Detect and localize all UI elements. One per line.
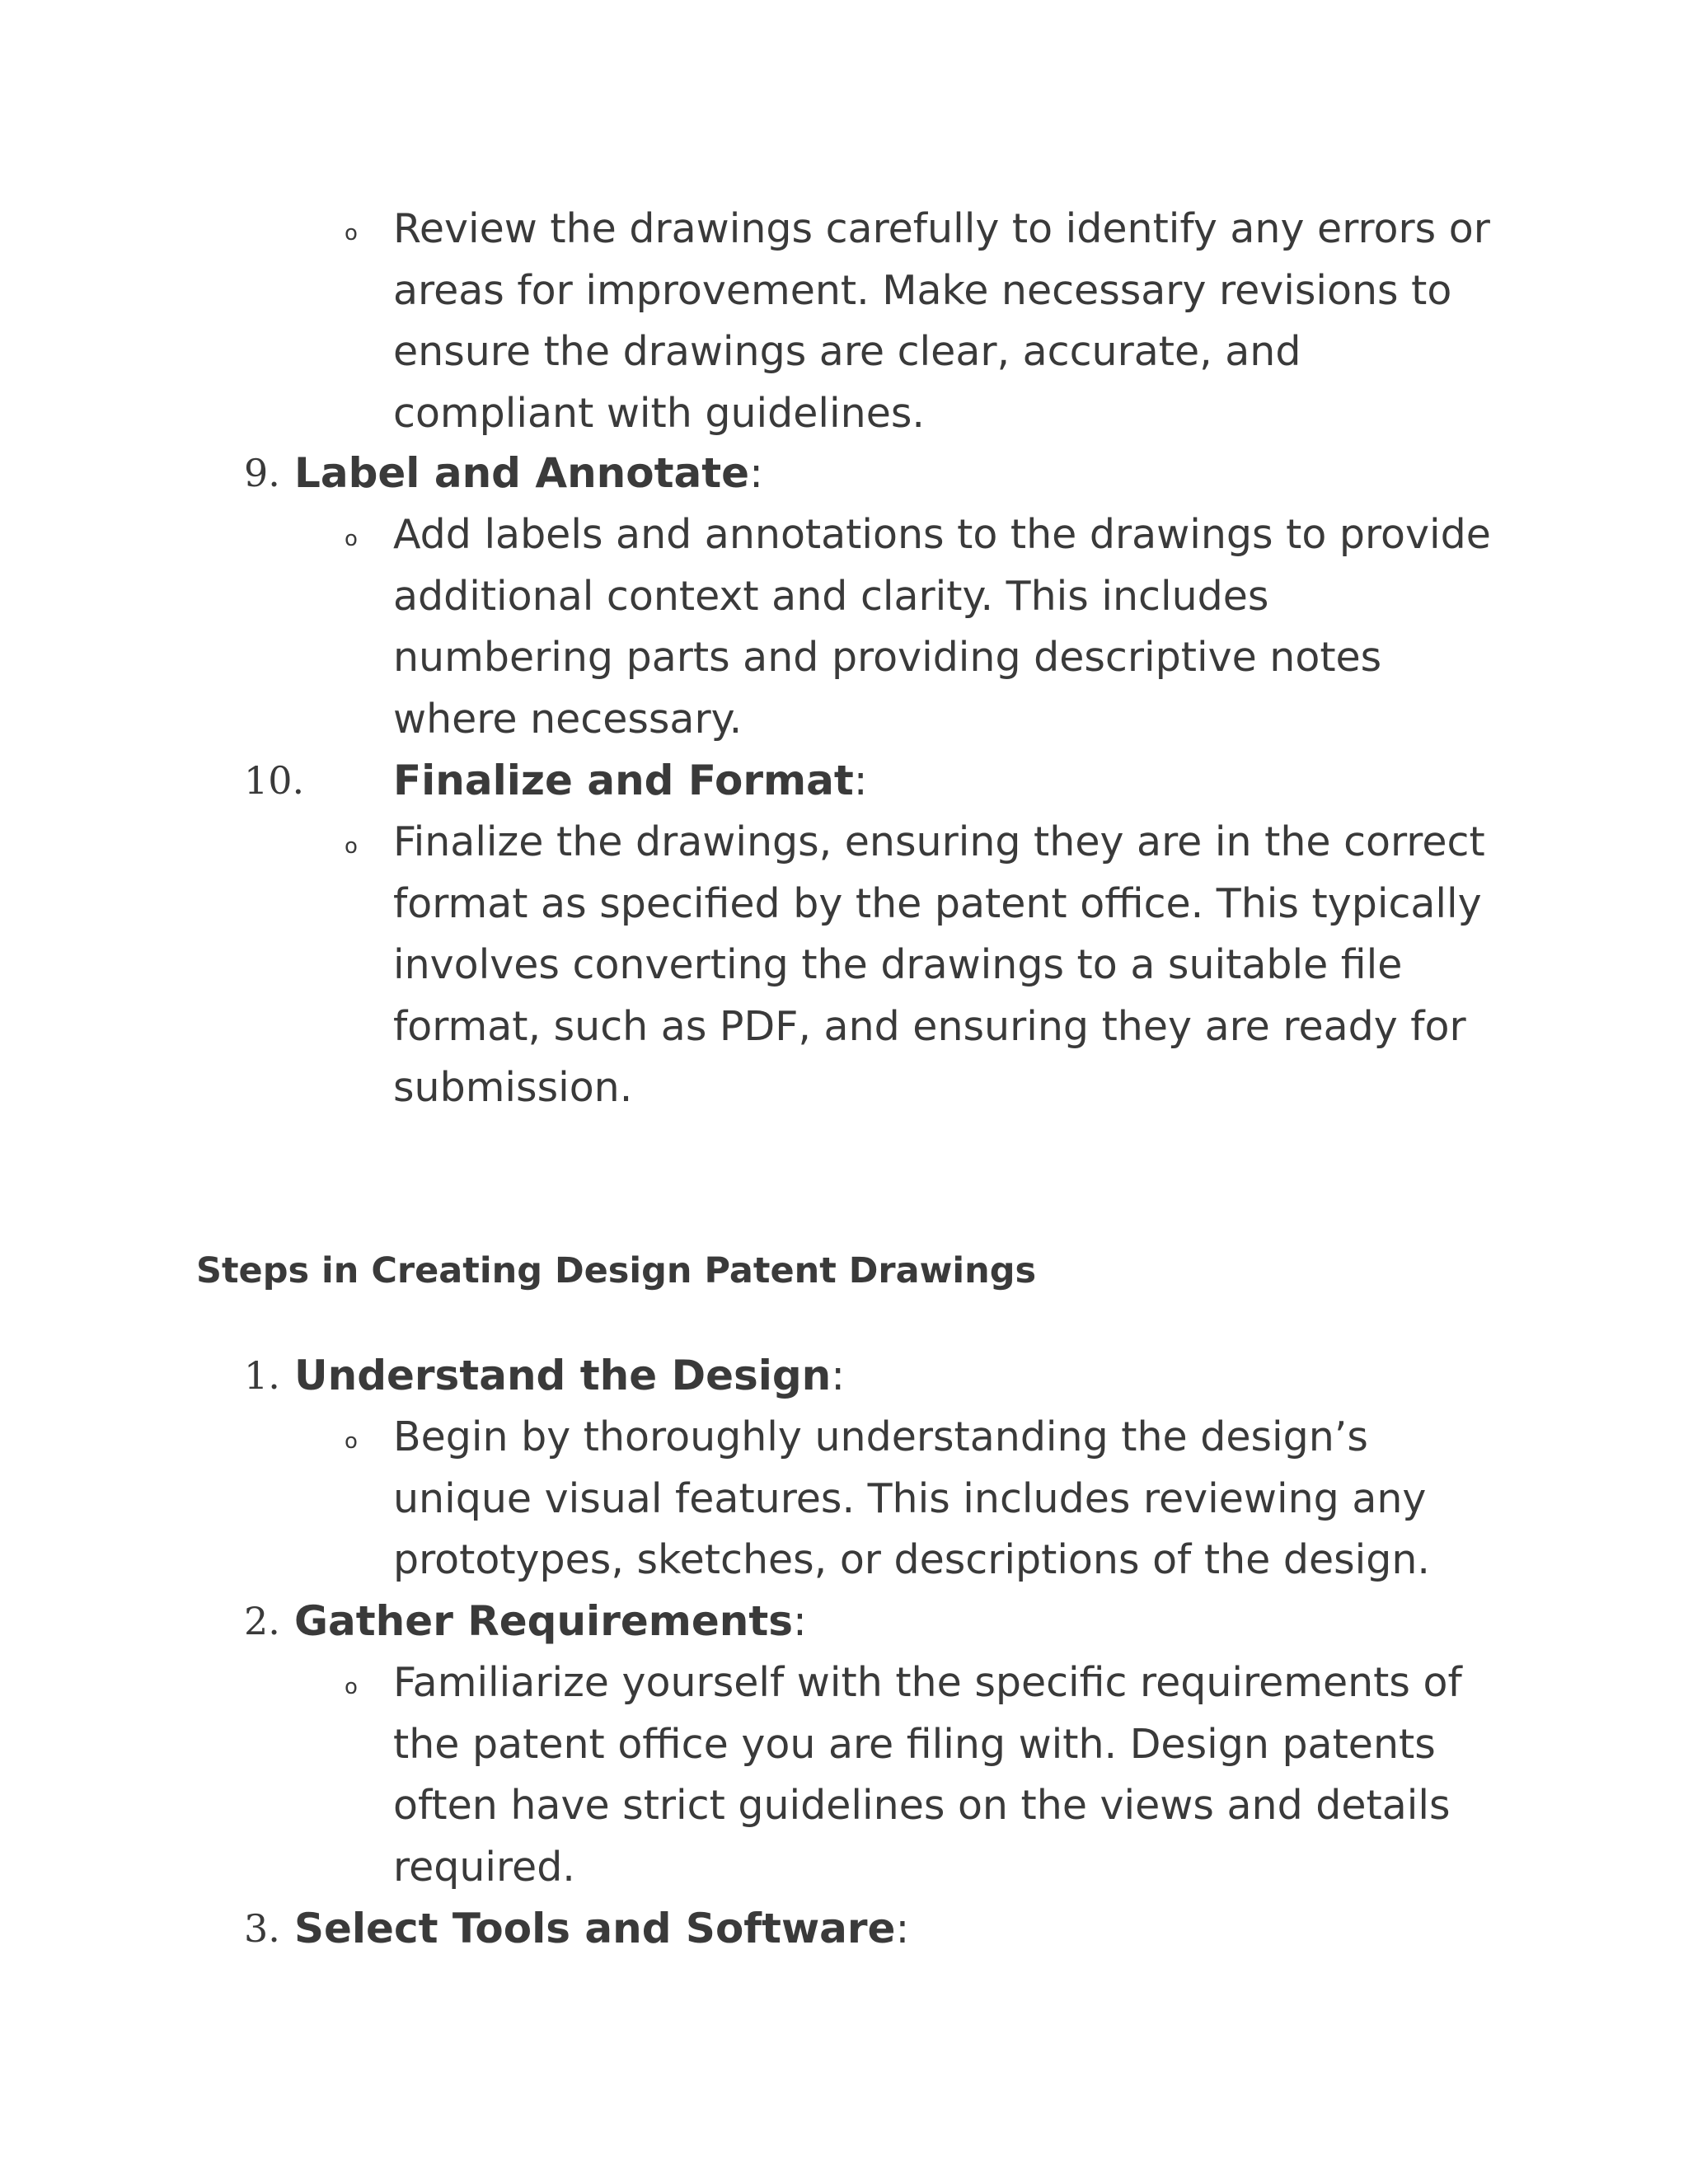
- list-item-title: Understand the Design: [294, 1352, 832, 1399]
- bullet-marker: o: [345, 1675, 358, 1699]
- list-item-colon: :: [895, 1905, 910, 1952]
- list-item-title: Gather Requirements: [294, 1597, 794, 1645]
- list-item-title: Finalize and Format: [393, 757, 854, 804]
- list-item-heading: [294, 1898, 909, 1959]
- list-item-colon: :: [793, 1597, 807, 1645]
- list-number: 3.: [244, 1906, 280, 1951]
- list-item-heading: [393, 750, 868, 811]
- bullet-text: Review the drawings carefully to identify any errors or areas for improvement. Make necessary revisions to ensure the drawings are clear, accurate, and compliant with guidelines.: [393, 205, 1490, 437]
- bullet-marker: o: [345, 834, 358, 859]
- list-item-heading: [294, 1591, 807, 1652]
- list-item-heading: [294, 1345, 845, 1406]
- bullet-marker: o: [345, 1429, 358, 1454]
- list-number: 10.: [244, 758, 305, 803]
- section-title: Steps in Creating Design Patent Drawings: [196, 1250, 1037, 1291]
- bullet-text: Familiarize yourself with the specific requirements of the patent office you are filing with. Design patents often have strict guidelines on the views and details required.: [393, 1659, 1462, 1891]
- bullet-marker: o: [345, 527, 358, 551]
- bullet-text: Begin by thoroughly understanding the design’s unique visual features. This includes reviewing any prototypes, sketches, or descriptions of the design.: [393, 1413, 1430, 1583]
- list-item-title: Label and Annotate: [294, 449, 750, 497]
- bullet-text: Finalize the drawings, ensuring they are in the correct format as specified by the patent office. This typically involves converting the drawings to a suitable file format, such as PDF, and ensuring they are ready for submission.: [393, 818, 1485, 1111]
- bullet-text: Add labels and annotations to the drawings to provide additional context and clarity. This includes numbering parts and providing descriptive notes where necessary.: [393, 511, 1491, 743]
- list-item-colon: :: [853, 757, 868, 804]
- list-number: 1.: [244, 1353, 280, 1398]
- list-number: 9.: [244, 451, 280, 495]
- list-item-colon: :: [749, 449, 763, 497]
- list-number: 2.: [244, 1599, 280, 1643]
- list-item-colon: :: [831, 1352, 846, 1399]
- list-item-heading: [294, 443, 763, 504]
- bullet-marker: o: [345, 221, 358, 246]
- list-item-title: Select Tools and Software: [294, 1905, 896, 1952]
